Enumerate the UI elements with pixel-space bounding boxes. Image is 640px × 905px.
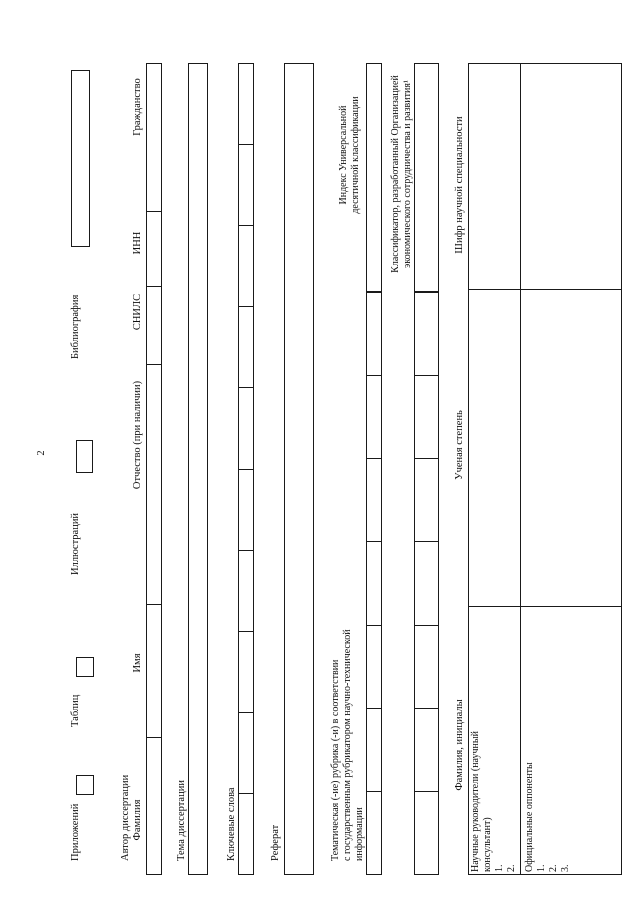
tables-count-box[interactable] [76,657,94,677]
page-number: 2 [36,450,47,456]
keywords-label: Ключевые слова [226,787,237,861]
tables-label: Таблиц [70,694,81,727]
abstract-label: Реферат [270,824,281,861]
people-col-specialty: Шифр научной специальности [454,116,465,254]
illustrations-count-box[interactable] [76,440,93,473]
supervisors-label-line-2: консультант) [482,817,493,872]
oecd-field[interactable] [414,63,439,292]
author-col-snils: СНИЛС [132,293,143,331]
author-col-name: Имя [132,653,143,673]
abstract-field[interactable] [284,63,314,875]
author-fields-row[interactable] [146,63,162,875]
author-col-patronymic: Отчество (при наличии) [132,380,143,490]
author-col-surname: Фамилия [132,799,143,841]
rubric-label-line-2: с государственным рубрикатором научно-технической [342,629,353,861]
bibliography-label: Библиография [70,294,81,359]
people-table [468,63,622,875]
author-col-citizenship: Гражданство [132,78,143,136]
udc-label-line-2: десятичной классификации [350,96,361,214]
udc-field[interactable] [366,63,382,292]
people-col-names: Фамилия, инициалы [454,699,465,791]
rubric-label-line-1: Тематическая (-ие) рубрика (-и) в соответствии [330,659,341,861]
opponent-row-3[interactable]: 3. [560,864,571,872]
rubric-label-line-3: информации [354,807,365,861]
opponent-row-2[interactable]: 2. [548,864,559,872]
supervisor-row-2[interactable]: 2. [506,864,517,872]
udc-label-line-1: Индекс Универсальной [338,105,349,205]
opponents-label: Официальные оппоненты [524,762,535,872]
author-col-inn: ИНН [132,231,143,255]
appendices-count-box[interactable] [76,775,94,795]
oecd-label-line-1: Классификатор, разработанный Организацией [390,75,401,273]
rubric-field[interactable] [366,292,382,875]
rubric-field-2[interactable] [414,292,439,875]
topic-label: Тема диссертации [176,780,187,861]
supervisors-label-line-1: Научные руководители (научный [470,731,481,872]
supervisor-row-1[interactable]: 1. [494,864,505,872]
author-section-label: Автор диссертации [120,774,131,861]
illustrations-label: Иллюстраций [70,512,81,575]
keywords-field[interactable] [238,63,254,875]
topic-field[interactable] [188,63,208,875]
appendices-label: Приложений [70,803,81,861]
people-col-degree: Ученая степень [454,410,465,480]
opponent-row-1[interactable]: 1. [536,864,547,872]
bibliography-count-box[interactable] [71,70,90,247]
oecd-label-line-2: экономического сотрудничества и развития¹ [402,80,413,268]
